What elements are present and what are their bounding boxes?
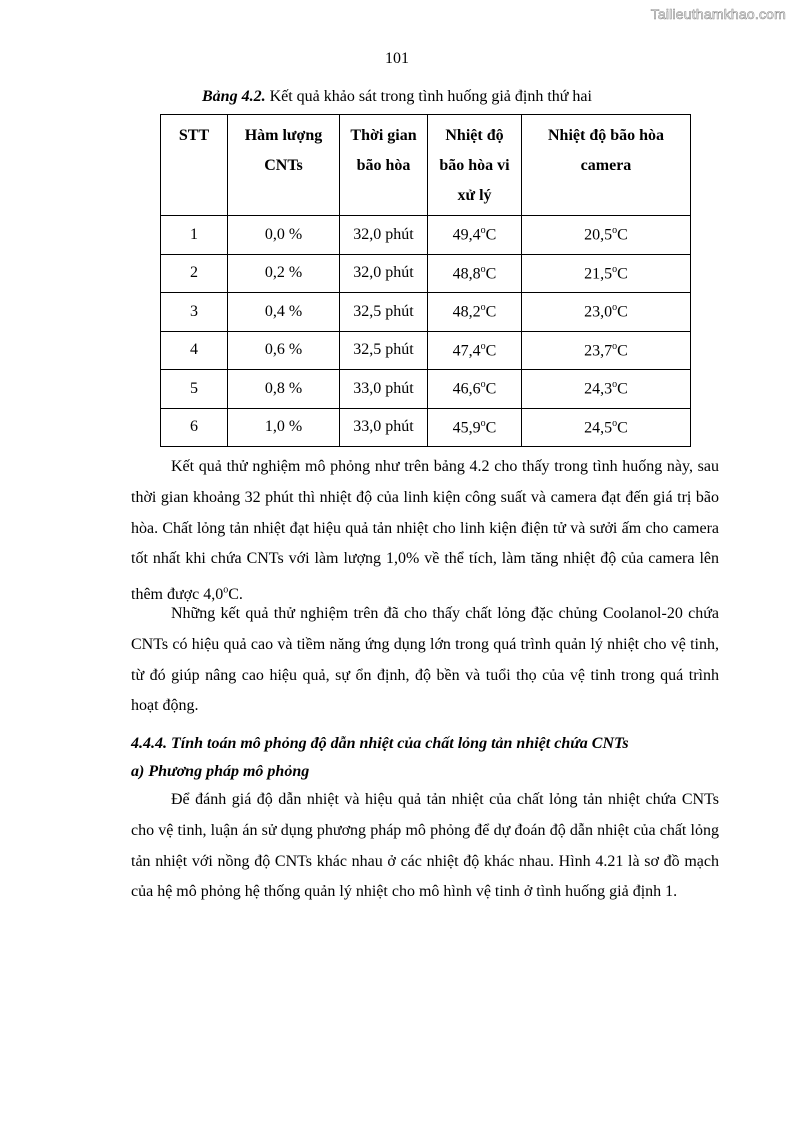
cell-saturation-time: 32,0 phút [340, 254, 428, 293]
cell-camera-temp: 23,0$^o$C [522, 293, 691, 332]
cell-cnt-content: 0,8 % [228, 370, 340, 409]
cell-processor-temp: 46,6$^o$C [428, 370, 522, 409]
watermark: Tailieuthamkhao.com [650, 6, 786, 22]
table-row [161, 408, 691, 447]
header-line: bão hòa [356, 157, 411, 174]
header-line: bão hòa vi [439, 157, 510, 174]
header-line: Nhiệt độ bão hòa [547, 127, 665, 144]
cell-saturation-time: 33,0 phút [340, 370, 428, 409]
cell-processor-temp: 48,2$^o$C [428, 293, 522, 332]
header-line: Nhiệt độ [445, 127, 504, 144]
cell-camera-temp: 20,5$^o$C [522, 216, 691, 255]
header-line: STT [178, 127, 210, 144]
cell-saturation-time: 32,5 phút [340, 331, 428, 370]
cell-stt: 5 [161, 370, 228, 409]
cell-saturation-time: 33,0 phút [340, 408, 428, 447]
header-line: camera [580, 157, 632, 174]
table-caption-text: Kết quả khảo sát trong tình huống giả định thứ hai [265, 88, 592, 105]
header-line: Thời gian [350, 127, 417, 144]
header-camera-temp [522, 115, 691, 216]
cell-cnt-content: 0,4 % [228, 293, 340, 332]
paragraph-method-text: Để đánh giá độ dẫn nhiệt và hiệu quả tản nhiệt của chất lỏng tản nhiệt chứa CNTs cho vệ tinh, luận án sử dụng phương pháp mô phỏng để dự đoán độ dẫn nhiệt của chất lỏng tản nhiệt với nồng độ CNTs khác nhau ở các nhiệt độ khác nhau. Hình 4.21 là sơ đồ mạch của hệ mô phỏng hệ thống quản lý nhiệt cho mô hình vệ tinh ở tình huống giả định 1. [131, 791, 719, 901]
table-body [161, 216, 691, 447]
cell-cnt-content: 0,2 % [228, 254, 340, 293]
header-stt [161, 115, 228, 216]
cell-processor-temp: 45,9$^o$C [428, 408, 522, 447]
table-row [161, 370, 691, 409]
paragraph-results-text: Kết quả thử nghiệm mô phỏng như trên bảng 4.2 cho thấy trong tình huống này, sau thời gian khoảng 32 phút thì nhiệt độ của linh kiện công suất và camera đạt đến giá trị bão hòa. Chất lỏng tản nhiệt đạt hiệu quả tản nhiệt cho linh kiện điện tử và sưởi ấm cho camera tốt nhất khi chứa CNTs với làm lượng 1,0% về thể tích, làm tăng nhiệt độ của camera lên thêm được 4,0$^o$C. [131, 458, 719, 603]
cell-camera-temp: 23,7$^o$C [522, 331, 691, 370]
table-row [161, 254, 691, 293]
header-cnt-content [228, 115, 340, 216]
cell-saturation-time: 32,0 phút [340, 216, 428, 255]
cell-camera-temp: 24,5$^o$C [522, 408, 691, 447]
paragraph-results [131, 452, 719, 610]
header-saturation-time [340, 115, 428, 216]
table-row [161, 331, 691, 370]
section-heading: 4.4.4. Tính toán mô phỏng độ dẫn nhiệt của chất lỏng tản nhiệt chứa CNTs [131, 735, 629, 752]
page-number: 101 [385, 50, 409, 67]
header-processor-temp [428, 115, 522, 216]
cell-processor-temp: 47,4$^o$C [428, 331, 522, 370]
subsection-heading: a) Phương pháp mô phỏng [131, 763, 310, 780]
header-line: Hàm lượng [244, 127, 323, 144]
header-line: xử lý [457, 187, 492, 204]
cell-camera-temp: 24,3$^o$C [522, 370, 691, 409]
cell-stt: 1 [161, 216, 228, 255]
table-caption-label: Bảng 4.2. [202, 88, 266, 105]
paragraph-method [131, 785, 719, 908]
cell-saturation-time: 32,5 phút [340, 293, 428, 332]
cell-camera-temp: 21,5$^o$C [522, 254, 691, 293]
cell-stt: 6 [161, 408, 228, 447]
table-header-row [161, 115, 691, 216]
paragraph-conclusion [131, 599, 719, 722]
cell-stt: 4 [161, 331, 228, 370]
header-line: CNTs [264, 157, 303, 174]
cell-cnt-content: 1,0 % [228, 408, 340, 447]
cell-stt: 2 [161, 254, 228, 293]
cell-cnt-content: 0,0 % [228, 216, 340, 255]
cell-cnt-content: 0,6 % [228, 331, 340, 370]
paragraph-conclusion-text: Những kết quả thử nghiệm trên đã cho thấy chất lỏng đặc chủng Coolanol-20 chứa CNTs có hiệu quả cao và tiềm năng ứng dụng lớn trong quá trình quản lý nhiệt cho vệ tinh, từ đó giúp nâng cao hiệu quả, sự ổn định, độ bền và tuổi thọ của vệ tinh trong quá trình hoạt động. [131, 605, 719, 715]
cell-stt: 3 [161, 293, 228, 332]
table-row [161, 216, 691, 255]
cell-processor-temp: 48,8$^o$C [428, 254, 522, 293]
table-caption [0, 88, 794, 106]
table-row [161, 293, 691, 332]
cell-processor-temp: 49,4$^o$C [428, 216, 522, 255]
results-table [160, 114, 691, 447]
